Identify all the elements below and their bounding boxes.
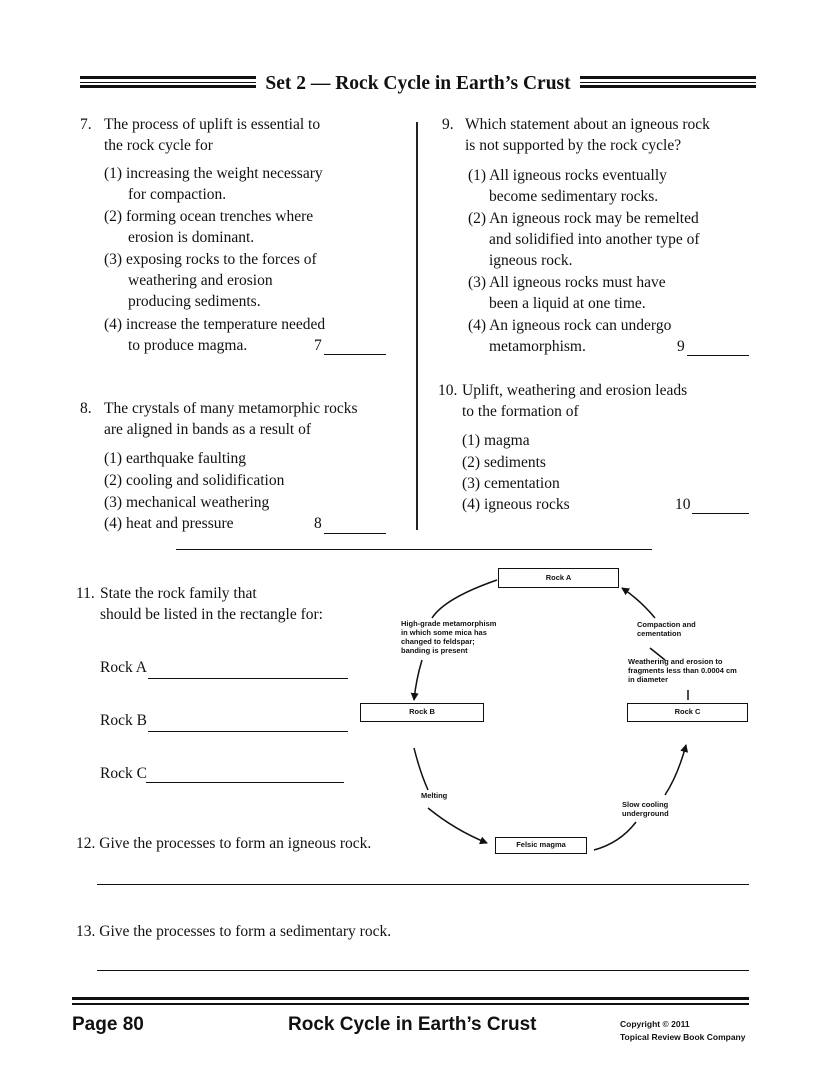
melting-label: Melting [421, 791, 448, 800]
option-1: (1) magma [462, 432, 530, 449]
option-4-cont: metamorphism. [489, 338, 586, 355]
option-4: (4) An igneous rock can undergo [468, 317, 672, 334]
option-1: (1) earthquake faulting [104, 450, 247, 467]
question-stem: Uplift, weathering and erosion leads [462, 382, 688, 399]
answer-label: 7 [314, 337, 322, 354]
option-3: (3) exposing rocks to the forces of [104, 251, 317, 268]
option-2: (2) cooling and solidification [104, 472, 285, 489]
arrow-to-rock-c [665, 745, 686, 795]
option-2-cont: and solidified into another type of [489, 231, 700, 248]
option-3: (3) cementation [462, 475, 560, 492]
option-2-cont: igneous rock. [489, 252, 573, 269]
option-2: (2) sediments [462, 454, 546, 471]
question-number: 9. [442, 116, 454, 133]
option-4: (4) igneous rocks [462, 496, 570, 513]
rock-c-label: Rock C [100, 765, 147, 782]
rock-b-box: Rock B [360, 703, 484, 722]
answer-label: 8 [314, 515, 322, 532]
question-number: 7. [80, 116, 92, 133]
answer-label: 9 [677, 338, 685, 355]
page-number: Page 80 [72, 1014, 144, 1035]
question-stem: The process of uplift is essential to [104, 116, 321, 133]
question-number: 10. [438, 382, 458, 399]
question-stem: State the rock family that [100, 585, 257, 602]
footer-rule [72, 997, 749, 1000]
arc-magma-to-cooling [594, 822, 636, 850]
arrow-to-magma [428, 808, 487, 843]
copyright: Copyright © 2011 Topical Review Book Company [620, 1019, 746, 1042]
option-2: (2) forming ocean trenches where [104, 208, 314, 225]
arc-rock-b-to-melting [414, 748, 428, 790]
question-stem: The crystals of many metamorphic rocks [104, 400, 358, 417]
footer-rule-thin [72, 1003, 749, 1005]
arc-to-metamorphism [432, 580, 497, 618]
felsic-magma-box: Felsic magma [495, 837, 587, 854]
option-4: (4) heat and pressure [104, 515, 234, 532]
footer-title: Rock Cycle in Earth’s Crust [288, 1014, 537, 1035]
option-1: (1) All igneous rocks eventually [468, 167, 667, 184]
option-1-cont: for compaction. [128, 186, 227, 203]
arrow-to-rock-b [414, 660, 422, 700]
option-3-cont: weathering and erosion [128, 272, 273, 289]
option-3-cont: producing sediments. [128, 293, 261, 310]
question-stem: to the formation of [462, 403, 579, 420]
option-3: (3) mechanical weathering [104, 494, 270, 511]
compaction-label: Compaction and cementation [637, 620, 696, 638]
option-3-cont: been a liquid at one time. [489, 295, 646, 312]
arrow-to-rock-a [622, 588, 655, 618]
option-1-cont: become sedimentary rocks. [489, 188, 659, 205]
weathering-label: Weathering and erosion to fragments less than 0.0004 cm in diameter [628, 657, 737, 684]
question-stem: the rock cycle for [104, 137, 213, 154]
option-2: (2) An igneous rock may be remelted [468, 210, 699, 227]
rock-c-box: Rock C [627, 703, 748, 722]
question-stem: Which statement about an igneous rock [465, 116, 710, 133]
question-text: 13. Give the processes to form a sedimentary rock. [76, 923, 392, 940]
section-title: Set 2 — Rock Cycle in Earth’s Crust [265, 73, 571, 94]
option-3: (3) All igneous rocks must have [468, 274, 666, 291]
rock-b-label: Rock B [100, 712, 147, 729]
option-4: (4) increase the temperature needed [104, 316, 326, 333]
question-number: 8. [80, 400, 92, 417]
question-stem: are aligned in bands as a result of [104, 421, 312, 438]
question-stem: should be listed in the rectangle for: [100, 606, 323, 623]
question-stem: is not supported by the rock cycle? [465, 137, 682, 154]
question-text: 12. Give the processes to form an igneous rock. [76, 835, 372, 852]
answer-label: 10 [675, 496, 691, 513]
option-1: (1) increasing the weight necessary [104, 165, 323, 182]
rock-a-label: Rock A [100, 659, 147, 676]
cooling-label: Slow cooling underground [622, 800, 669, 818]
rock-a-box: Rock A [498, 568, 619, 588]
option-4-cont: to produce magma. [128, 337, 248, 354]
question-number: 11. [76, 585, 95, 602]
answer-line[interactable] [97, 884, 749, 885]
answer-line[interactable] [97, 970, 749, 971]
metamorphism-label: High-grade metamorphism in which some mica has changed to feldspar; banding is present [401, 619, 497, 655]
option-2-cont: erosion is dominant. [128, 229, 255, 246]
